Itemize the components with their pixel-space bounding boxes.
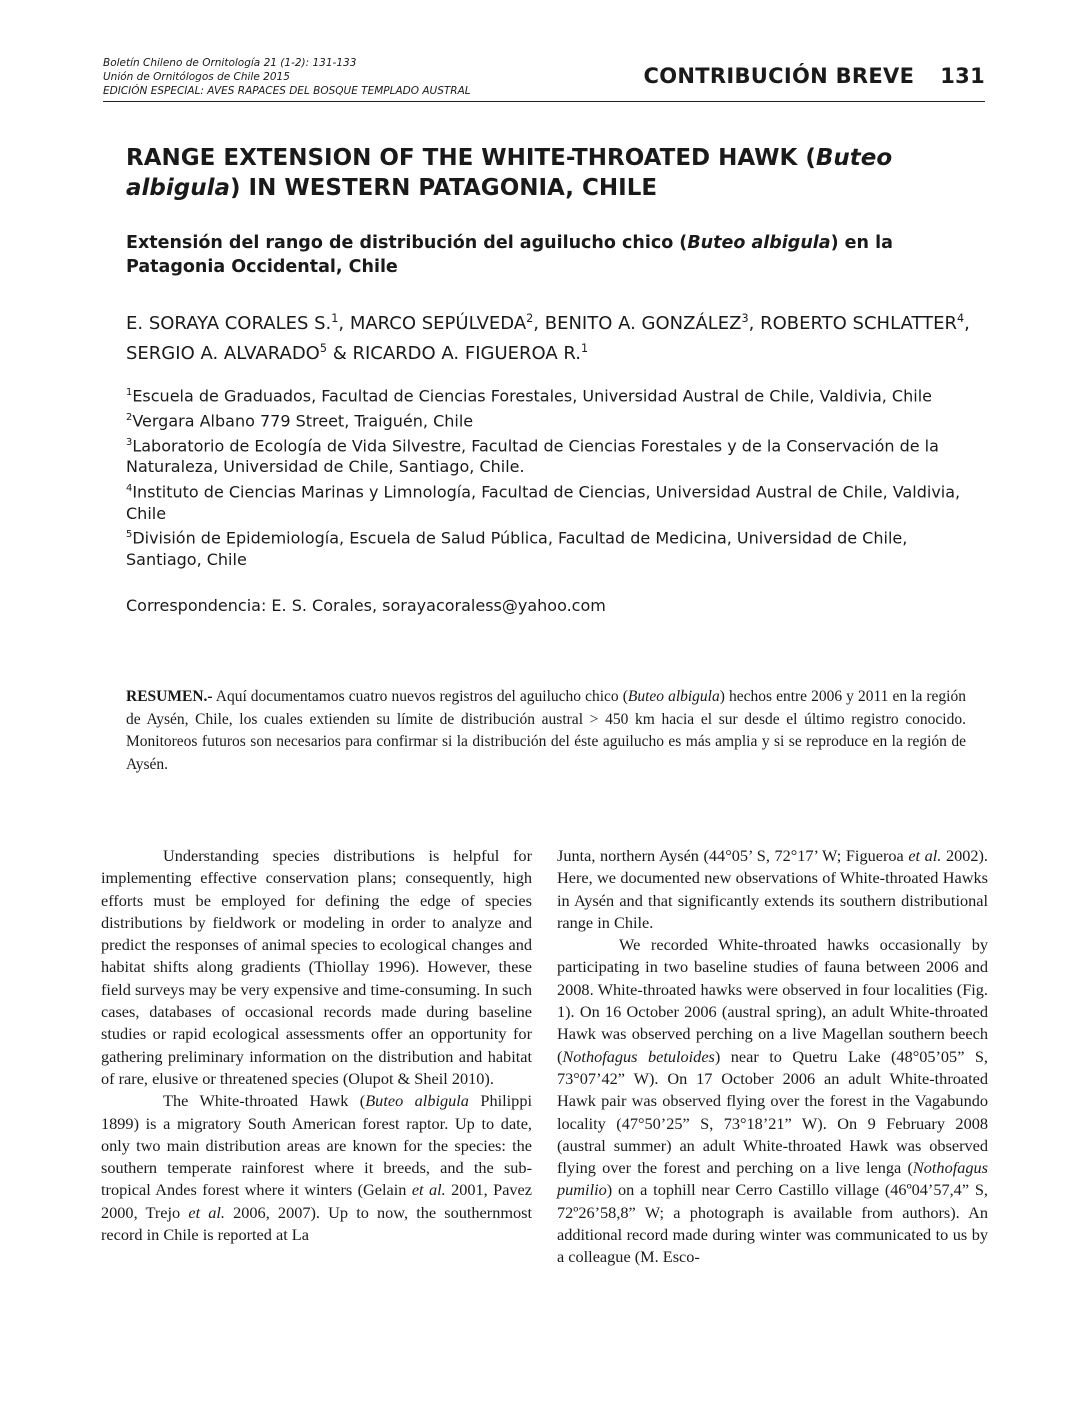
section-header [644,64,985,88]
body-paragraph [101,1090,532,1246]
author-affiliation-mark: 1 [331,312,339,325]
body-column-right [557,845,988,1269]
author-separator: , [748,313,761,334]
title-text-end: ) IN WESTERN PATAGONIA, CHILE [230,175,658,201]
italic-term: Nothofagus betuloides [562,1046,715,1066]
header-divider [103,101,985,102]
author-separator: & [326,343,353,364]
affiliation-list [126,382,976,571]
body-text: Philippi 1899) is a migratory South American forest raptor. Up to date, only two main distribution areas are known for the species: the southern temperate rainforest where it breeds, and the sub-tropical Andes forest where it winters (Gelain [101,1091,532,1200]
author-list [126,306,976,366]
italic-term: Nothofagus pumilio [557,1158,988,1200]
author-name: SERGIO A. ALVARADO [126,343,320,364]
subtitle-text-end: ) en la Patagonia Occidental, Chile [126,233,893,277]
author-affiliation-mark: 4 [957,312,965,325]
author-affiliation-mark: 1 [581,342,589,355]
affiliation-number: 3 [126,436,133,448]
body-text: Junta, northern Aysén (44°05’ S, 72°17’ W; Figueroa [557,846,909,865]
title-species: Buteo albigula [126,145,893,201]
affiliation-text: División de Epidemiología, Escuela de Salud Pública, Facultad de Medicina, Universidad de Chile, Santiago, Chile [126,528,908,570]
italic-term: et al. [188,1202,225,1222]
affiliation-item [126,432,976,478]
affiliation-item [126,524,976,570]
affiliation-text: Vergara Albano 779 Street, Traiguén, Chile [132,411,474,431]
affiliation-number: 4 [126,482,133,494]
journal-citation: Boletín Chileno de Ornitología 21 (1-2): 131-133 [103,57,357,69]
affiliation-number: 5 [126,529,133,541]
author-affiliation-mark: 2 [526,312,534,325]
body-text: We recorded White-throated hawks occasionally by participating in two baseline studies of fauna between 2006 and 2008. White-throated hawks were observed in four localities (Fig. 1). On 16 October 2006 (austral spring), an adult White-throated Hawk was observed perching on a live Magellan southern beech ( [557,935,988,1066]
author-name: BENITO A. GONZÁLEZ [544,313,742,334]
subtitle-species: Buteo albigula [687,233,831,253]
subtitle-text-start: Extensión del rango de distribución del aguilucho chico ( [126,233,688,253]
journal-header [103,56,603,98]
body-text: The White-throated Hawk ( [163,1091,366,1111]
affiliation-item [126,478,976,524]
body-text: Understanding species distributions is helpful for implementing effective conservation plans; consequently, high efforts must be employed for defining the edge of species distributions by fieldwork or modeling in order to analyze and predict the responses of animal species to ecological changes and habitat shifts along gradients (Thiollay 1996). However, these field surveys may be very expensive and time-consuming. In such cases, databases of occasional records made during baseline studies or rapid ecological assessments offer an opportunity for gathering preliminary information on the distribution and habitat of rare, elusive or threatened species (Olupot & Sheil 2010). [101,846,532,1088]
author-affiliation-mark: 5 [319,342,327,355]
article-subtitle [126,231,946,279]
page-number: 131 [940,64,985,88]
author-name: MARCO SEPÚLVEDA [349,313,527,334]
correspondence: Correspondencia: E. S. Corales, sorayacoraless@yahoo.com [126,596,606,615]
author-separator: , [338,313,350,334]
author-name: RICARDO A. FIGUEROA R. [352,343,581,364]
affiliation-item [126,382,976,407]
abstract-label: RESUMEN.- [126,688,213,705]
body-paragraph [557,845,988,934]
edition-line: EDICIÓN ESPECIAL: AVES RAPACES DEL BOSQUE TEMPLADO AUSTRAL [103,85,471,97]
abstract-text-start: Aquí documentamos cuatro nuevos registros del aguilucho chico ( [212,688,628,705]
affiliation-number: 1 [126,387,133,398]
body-paragraph [557,934,988,1268]
body-text: 2002). Here, we documented new observations of White-throated Hawks in Aysén and that significantly extends its southern distributional range in Chile. [557,846,988,932]
affiliation-text: Escuela de Graduados, Facultad de Ciencias Forestales, Universidad Austral de Chile, Valdivia, Chile [132,386,932,406]
italic-term: et al. [908,846,942,865]
body-text: 2006, 2007). Up to now, the southernmost record in Chile is reported at La [101,1202,532,1245]
section-label: CONTRIBUCIÓN BREVE [643,64,915,88]
body-text: 2001, Pavez 2000, Trejo [101,1180,533,1222]
italic-term: et al. [411,1180,446,1200]
author-separator: , [533,313,545,334]
author-affiliation-mark: 3 [741,312,749,325]
publisher-line: Unión de Ornitólogos de Chile 2015 [103,71,290,83]
article-title [126,143,946,203]
body-column-left [101,845,532,1246]
body-text: ) on a tophill near Cerro Castillo village (46º04’57,4” S, 72º26’58,8” W; a photograph is available from authors). An additional record made during winter was communicated to us by a colleague (M. Esco- [557,1180,988,1267]
author-name: ROBERTO SCHLATTER [760,313,957,334]
affiliation-text: Instituto de Ciencias Marinas y Limnología, Facultad de Ciencias, Universidad Austral de Chile, Valdivia, Chile [126,482,961,523]
abstract-species: Buteo albigula [627,688,720,705]
affiliation-item [126,407,976,432]
author-name: E. SORAYA CORALES S. [126,313,332,334]
title-text-start: RANGE EXTENSION OF THE WHITE-THROATED HAWK ( [126,145,816,171]
body-text: ) near to Quetru Lake (48°05’05” S, 73°07’42” W). On 17 October 2006 an adult White-throated Hawk pair was observed flying over the forest in the Vagabundo locality (47°50’25” S, 73°18’21” W). On 9 February 2008 (austral summer) an adult White-throated Hawk was observed flying over the forest and perching on a live lenga ( [557,1046,989,1178]
abstract-text-end: ) hechos entre 2006 y 2011 en la región de Aysén, Chile, los cuales extienden su límite de distribución austral > 450 km hacia el sur desde el último registro conocido. Monitoreos futuros son necesarios para confirmar si la distribución del éste aguilucho es más amplia y si se reproduce en la región de Aysén. [126,688,966,773]
body-paragraph [101,845,532,1090]
affiliation-number: 2 [126,411,133,423]
affiliation-text: Laboratorio de Ecología de Vida Silvestre, Facultad de Ciencias Forestales y de la Conservación de la Naturaleza, Universidad de Chile, Santiago, Chile. [126,435,939,477]
italic-term: Buteo albigula [365,1091,469,1111]
abstract [126,686,966,776]
author-separator: , [964,313,970,334]
